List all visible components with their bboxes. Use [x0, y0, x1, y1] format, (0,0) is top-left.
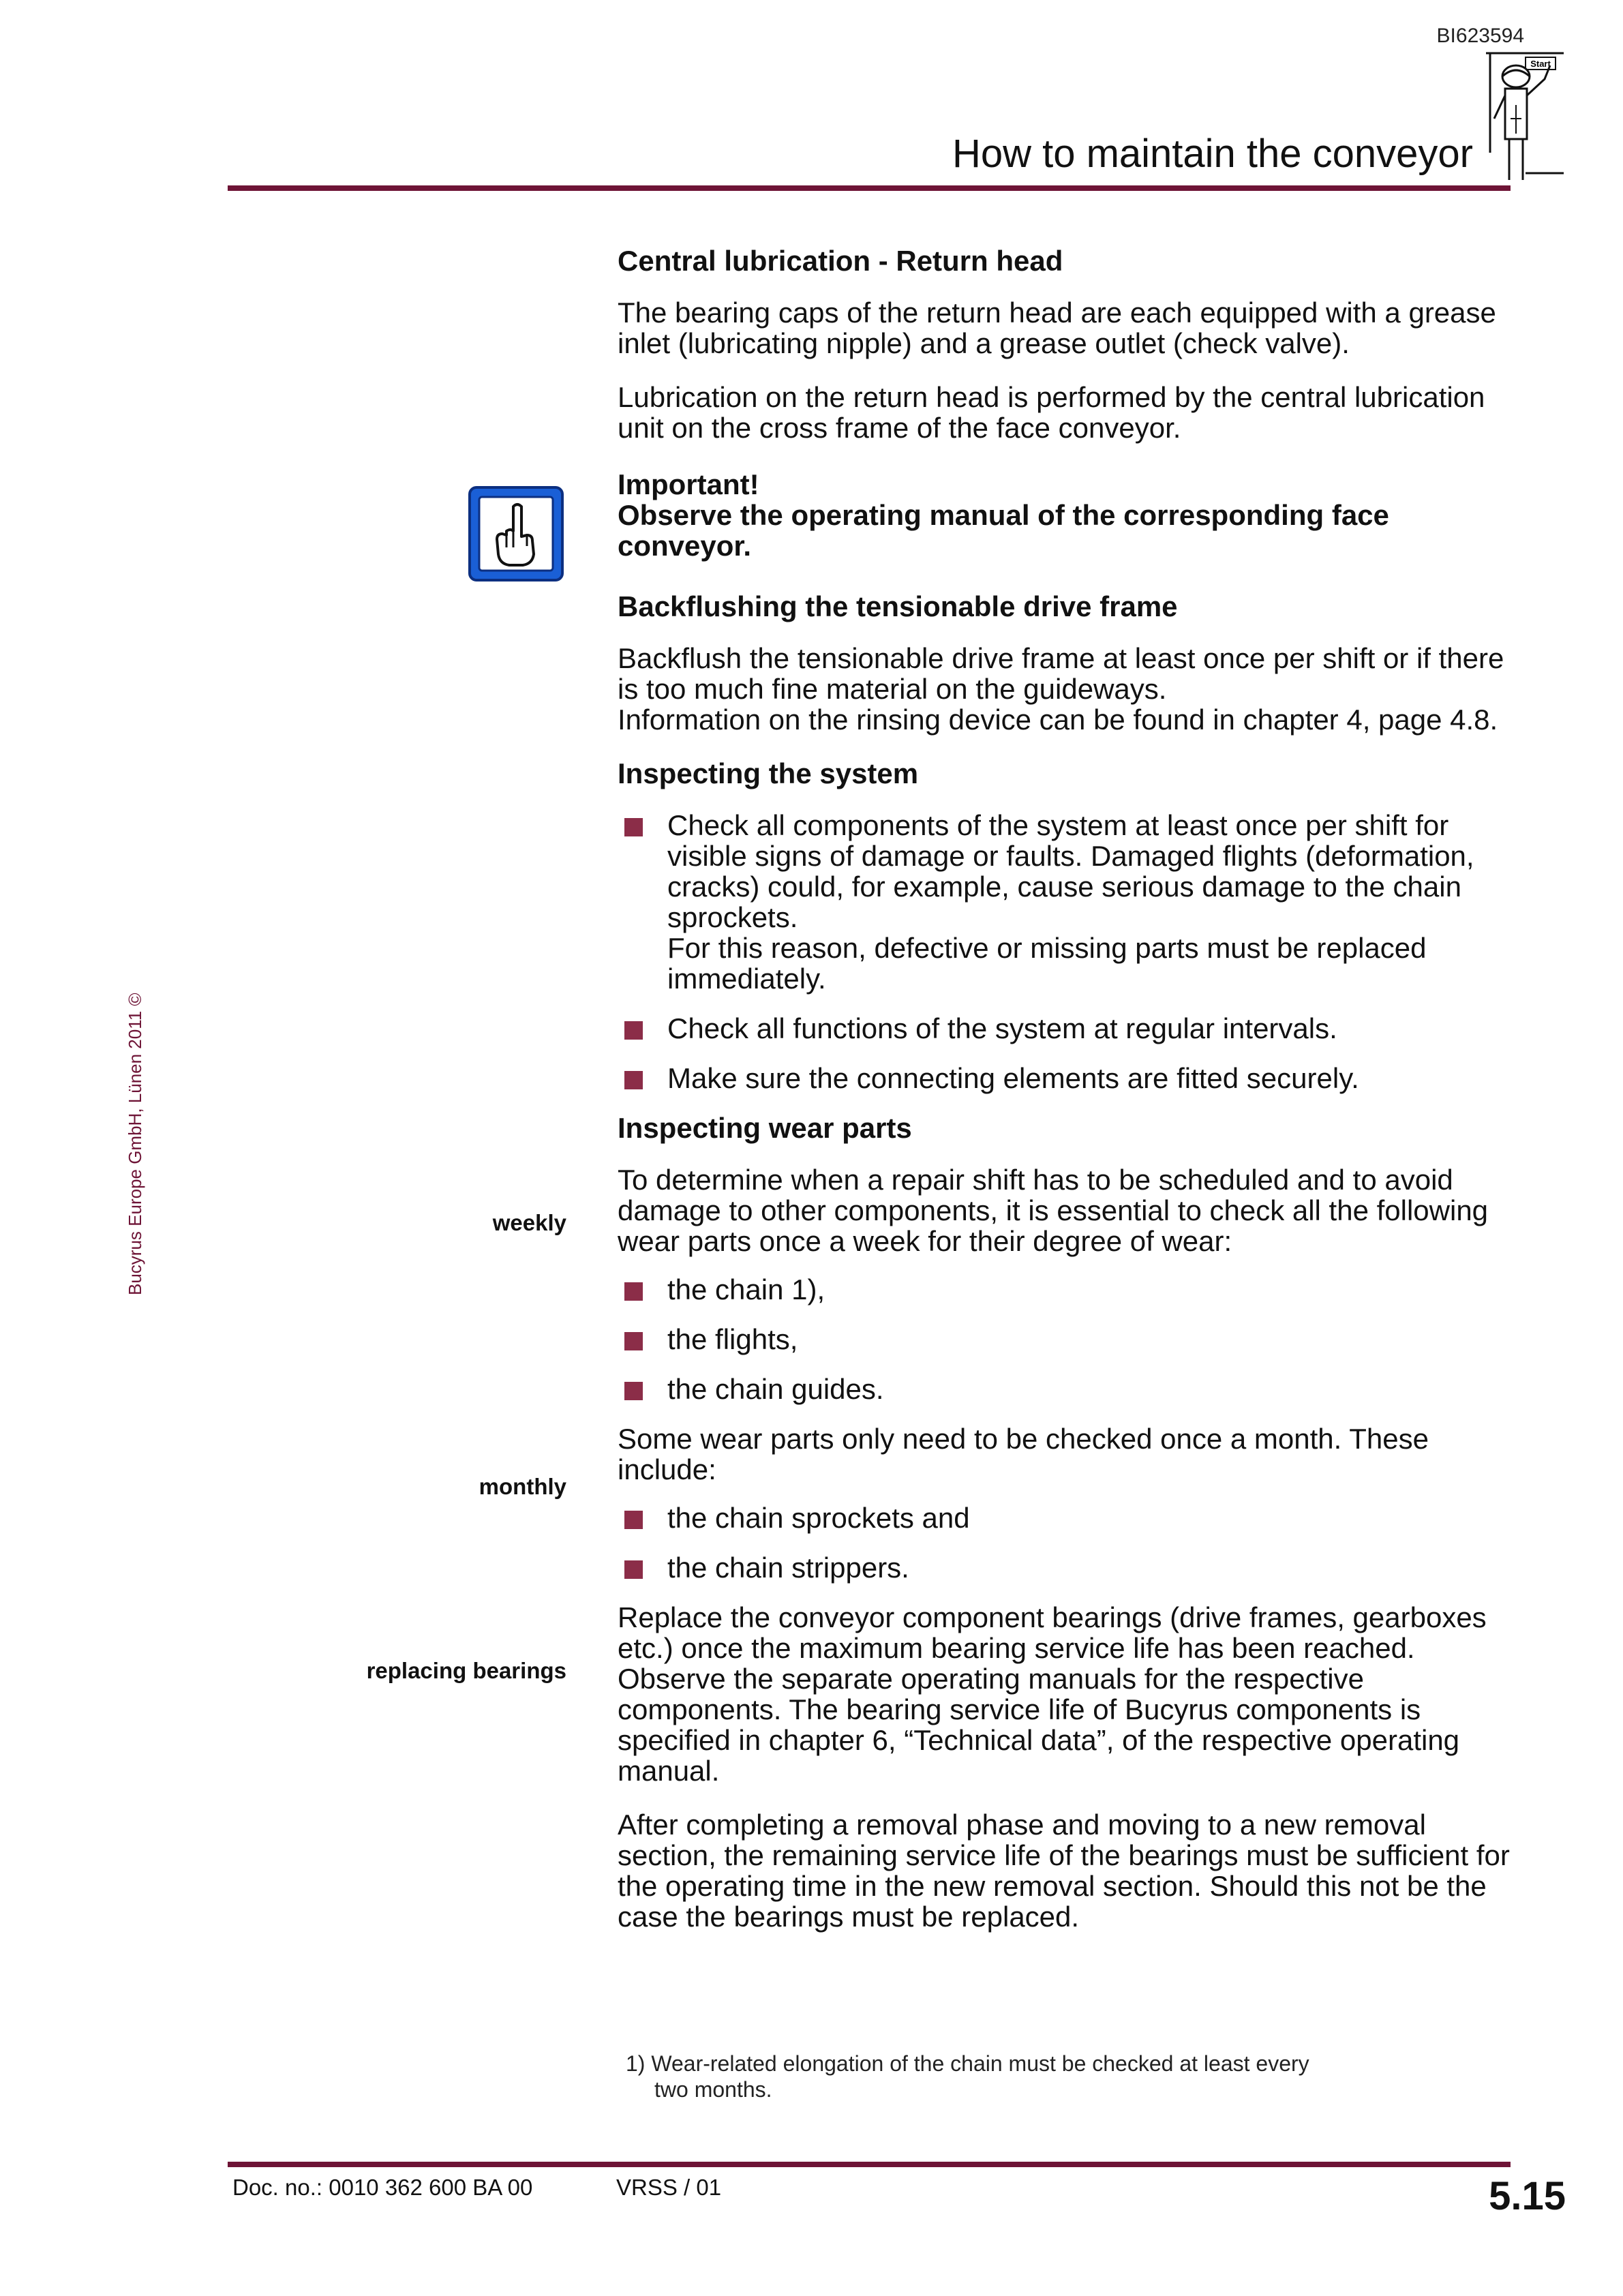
heading-backflushing: Backflushing the tensionable drive frame [618, 590, 1178, 622]
footnote-line: two months. [654, 2077, 772, 2102]
list-item-text: Make sure the connecting elements are fitted securely. [667, 1062, 1359, 1094]
bullet-square-icon [624, 1282, 643, 1301]
list-item [618, 1374, 1511, 1404]
worker-figure-icon [1485, 50, 1565, 187]
list-item-text: the flights, [667, 1323, 798, 1355]
bullet-square-icon [624, 1560, 643, 1579]
doc-id: BI623594 [1436, 25, 1524, 47]
paragraph: Lubrication on the return head is performed by the central lubrication unit on the cross frame of the face conveyor. [618, 381, 1485, 444]
system-checklist [618, 810, 1511, 1093]
header-rule [228, 185, 1511, 191]
page-title: How to maintain the conveyor [952, 132, 1473, 176]
list-item-text: Check all functions of the system at regular intervals. [667, 1012, 1337, 1044]
list-item [618, 1063, 1511, 1093]
list-item [618, 1324, 1511, 1355]
heading-inspecting-wear: Inspecting wear parts [618, 1112, 912, 1144]
margin-label-weekly: weekly [492, 1210, 566, 1235]
paragraph: The bearing caps of the return head are each equipped with a grease inlet (lubricating nipple) and a grease outlet (check valve). [618, 297, 1496, 359]
bullet-square-icon [624, 818, 643, 836]
list-item-text: the chain guides. [667, 1373, 884, 1405]
heading-central-lubrication: Central lubrication - Return head [618, 245, 1063, 277]
list-item [618, 1274, 1511, 1305]
bullet-square-icon [624, 1511, 643, 1529]
bullet-square-icon [624, 1332, 643, 1350]
footnote-line: 1) Wear-related elongation of the chain must be checked at least every [626, 2051, 1309, 2076]
margin-label-monthly: monthly [479, 1474, 566, 1499]
important-note [618, 469, 1511, 561]
footer-doc-number: Doc. no.: 0010 362 600 BA 00 [232, 2175, 533, 2200]
page-number: 5.15 [1489, 2174, 1566, 2218]
list-item-subtext: For this reason, defective or missing parts must be replaced immediately. [667, 932, 1427, 995]
margin-label-replacing-bearings: replacing bearings [366, 1658, 566, 1683]
paragraph [618, 643, 1511, 735]
weekly-checklist [618, 1274, 1511, 1404]
heading-inspecting-system: Inspecting the system [618, 757, 919, 789]
monthly-paragraph: Some wear parts only need to be checked once a month. These include: [618, 1423, 1429, 1485]
list-item [618, 1013, 1511, 1044]
bearings-paragraph-2: After completing a removal phase and moving to a new removal section, the remaining service life of the bearings must be sufficient for the operating time in the new removal section. Should this not be the case the bearings must be replaced. [618, 1809, 1510, 1933]
footnote [626, 2051, 1309, 2102]
bearings-paragraph: Replace the conveyor component bearings (drive frames, gearboxes etc.) once the maximum bearing service life has been reached. Observe the separate operating manuals for the respective components. The bearing service life of Bucyrus components is specified in chapter 6, “Technical data”, of the respective operating manual. [618, 1601, 1487, 1787]
list-item [618, 1502, 1511, 1533]
pointing-hand-icon [468, 486, 564, 581]
list-item [618, 810, 1511, 994]
footer-version: VRSS / 01 [616, 2175, 722, 2200]
list-item-text: the chain strippers. [667, 1552, 909, 1584]
bullet-square-icon [624, 1021, 643, 1040]
list-item-text: the chain 1), [667, 1273, 825, 1305]
monthly-checklist [618, 1502, 1511, 1583]
copyright-note: Bucyrus Europe GmbH, Lünen 2011 © [125, 993, 145, 1295]
figure-start-label: Start [1530, 59, 1551, 69]
list-item-text: Check all components of the system at least once per shift for visible signs of damage or faults. Damaged flights (deformation, cracks) could, for example, cause serious damage to the chain sprockets. [667, 809, 1474, 933]
main-content [618, 245, 1511, 1955]
weekly-paragraph: To determine when a repair shift has to be scheduled and to avoid damage to other components, it is essential to check all the following wear parts once a week for their degree of wear: [618, 1164, 1489, 1257]
important-text: Observe the operating manual of the corresponding face conveyor. [618, 499, 1389, 562]
backflushing-reference: Information on the rinsing device can be found in chapter 4, page 4.8. [618, 704, 1498, 736]
bullet-square-icon [624, 1071, 643, 1089]
list-item-text: the chain sprockets and [667, 1502, 970, 1534]
list-item [618, 1552, 1511, 1583]
backflushing-text: Backflush the tensionable drive frame at least once per shift or if there is too much fine material on the guideways. [618, 642, 1504, 705]
footer-rule [228, 2162, 1511, 2167]
bullet-square-icon [624, 1382, 643, 1400]
important-title: Important! [618, 468, 759, 500]
